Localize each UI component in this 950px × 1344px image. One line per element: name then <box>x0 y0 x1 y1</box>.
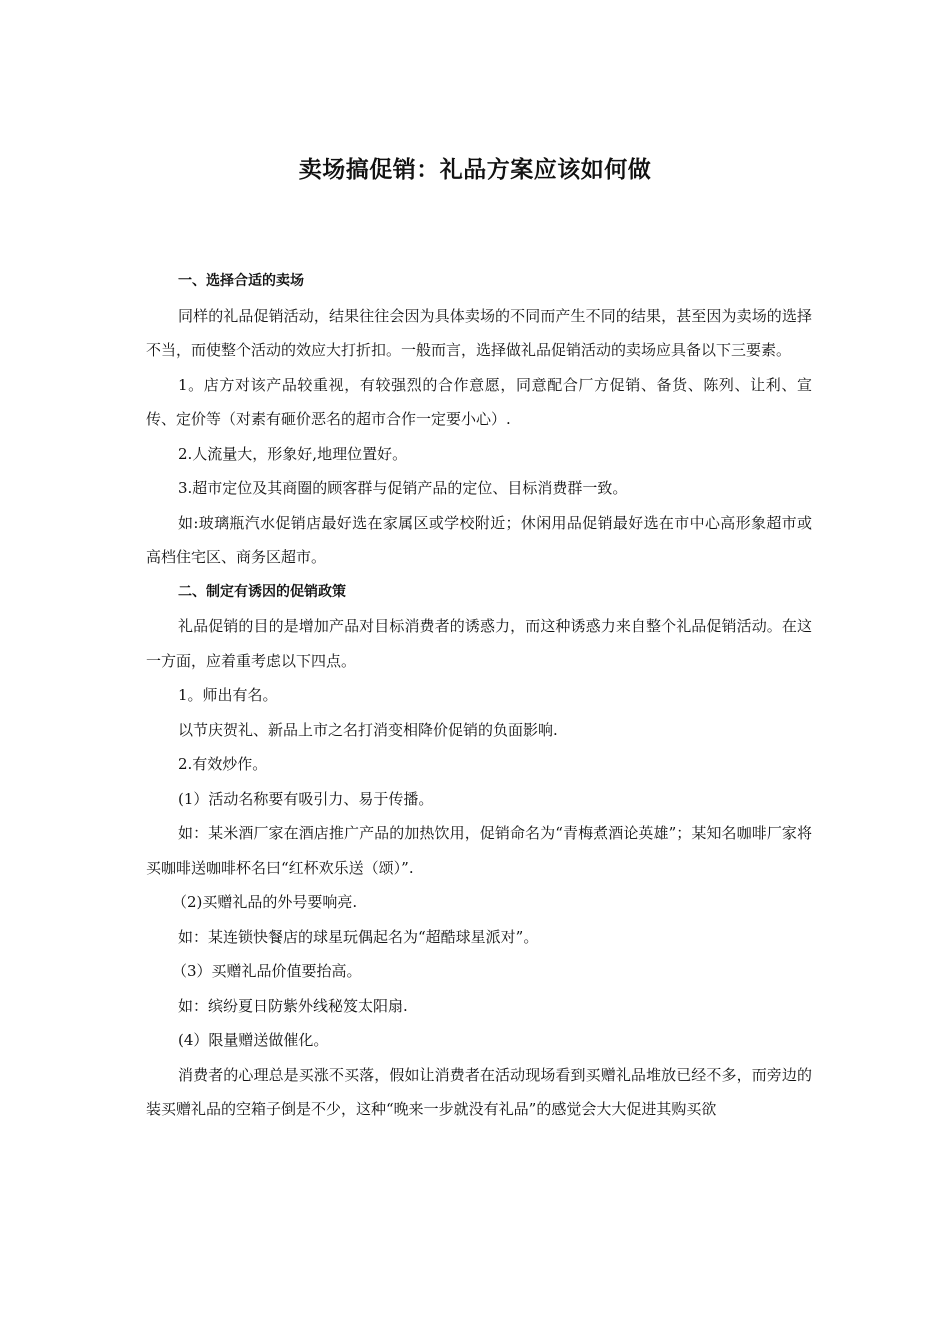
paragraph: （2)买赠礼品的外号要响亮. <box>172 893 358 911</box>
document-title: 卖场搞促销：礼品方案应该如何做 <box>298 157 652 183</box>
paragraph: 2.有效炒作。 <box>178 755 268 773</box>
section-heading-2: 二、制定有诱因的促销政策 <box>178 583 346 600</box>
paragraph: 礼品促销的目的是增加产品对目标消费者的诱惑力，而这种诱惑力来自整个礼品促销活动。在这一方面，应着重考虑以下四点。 <box>146 617 812 670</box>
paragraph: 以节庆贺礼、新品上市之名打消变相降价促销的负面影响. <box>178 720 558 739</box>
paragraph: 如：缤纷夏日防紫外线秘笈太阳扇. <box>178 996 408 1015</box>
paragraph: 2.人流量大，形象好,地理位置好。 <box>178 444 408 463</box>
paragraph: 如：某连锁快餐店的球星玩偶起名为“超酷球星派对”。 <box>178 927 539 946</box>
paragraph: 3.超市定位及其商圈的顾客群与促销产品的定位、目标消费群一致。 <box>178 479 628 497</box>
paragraph: 同样的礼品促销活动，结果往往会因为具体卖场的不同而产生不同的结果，甚至因为卖场的选择不当，而使整个活动的效应大打折扣。一般而言，选择做礼品促销活动的卖场应具备以下三要素。 <box>146 306 812 359</box>
paragraph: 1。店方对该产品较重视，有较强烈的合作意愿，同意配合厂方促销、备货、陈列、让利、宣传、定价等（对素有砸价恶名的超市合作一定要小心）. <box>146 375 812 428</box>
paragraph: （3）买赠礼品价值要抬高。 <box>172 962 362 980</box>
paragraph: 如:玻璃瓶汽水促销店最好选在家属区或学校附近；休闲用品促销最好选在市中心高形象超市或高档住宅区、商务区超市。 <box>146 513 812 566</box>
paragraph: (4）限量赠送做催化。 <box>178 1031 329 1049</box>
paragraph: (1）活动名称要有吸引力、易于传播。 <box>178 789 434 808</box>
paragraph: 1。师出有名。 <box>178 686 278 704</box>
section-heading-1: 一、选择合适的卖场 <box>178 273 304 289</box>
paragraph: 消费者的心理总是买涨不买落，假如让消费者在活动现场看到买赠礼品堆放已经不多，而旁边的装买赠礼品的空箱子倒是不少，这种“晚来一步就没有礼品”的感觉会大大促进其购买欲 <box>146 1065 812 1118</box>
document-body <box>146 264 812 1127</box>
paragraph: 如：某米酒厂家在酒店推广产品的加热饮用，促销命名为“青梅煮酒论英雄”；某知名咖啡厂家将买咖啡送咖啡杯名曰“红杯欢乐送（颂）”. <box>146 824 812 877</box>
